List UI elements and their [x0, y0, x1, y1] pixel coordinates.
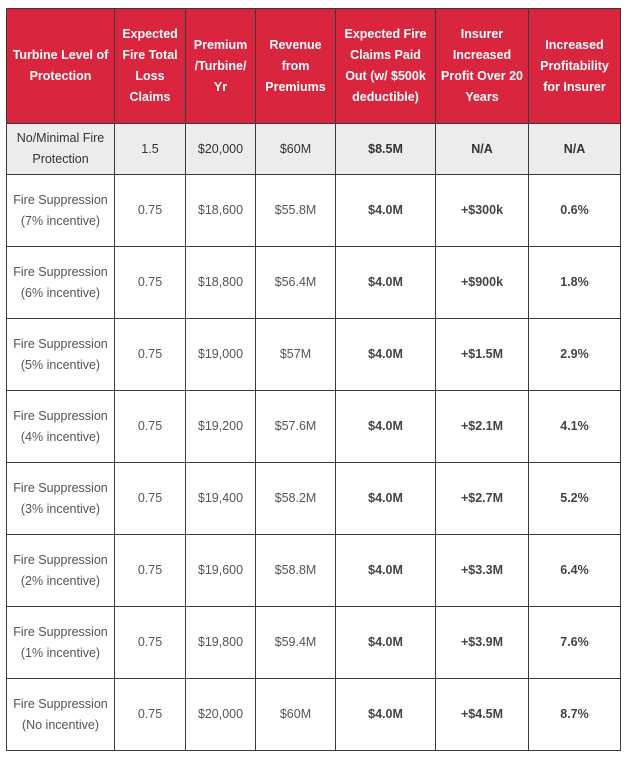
- cell-increased-profit: +$300k: [436, 175, 529, 247]
- cell-profitability: 5.2%: [529, 463, 621, 535]
- header-turbine-level: Turbine Level of Protection: [7, 9, 115, 124]
- table-row: [7, 319, 621, 391]
- header-increased-profit: Insurer Increased Profit Over 20 Years: [436, 9, 529, 124]
- cell-revenue: $58.8M: [256, 535, 336, 607]
- cell-revenue: $59.4M: [256, 607, 336, 679]
- cell-premium: $19,000: [186, 319, 256, 391]
- cell-increased-profit: N/A: [436, 124, 529, 175]
- cell-protection-level: Fire Suppression (3% incentive): [7, 463, 115, 535]
- cell-premium: $19,800: [186, 607, 256, 679]
- cell-protection-level: Fire Suppression (6% incentive): [7, 247, 115, 319]
- cell-increased-profit: +$3.9M: [436, 607, 529, 679]
- cell-premium: $19,400: [186, 463, 256, 535]
- cell-increased-profit: +$4.5M: [436, 679, 529, 751]
- cell-claims-paid: $4.0M: [336, 535, 436, 607]
- table-container: [6, 8, 620, 751]
- table-row: [7, 535, 621, 607]
- cell-protection-level: No/Minimal Fire Protection: [7, 124, 115, 175]
- cell-profitability: 7.6%: [529, 607, 621, 679]
- cell-protection-level: Fire Suppression (1% incentive): [7, 607, 115, 679]
- cell-protection-level: Fire Suppression (No incentive): [7, 679, 115, 751]
- cell-protection-level: Fire Suppression (2% incentive): [7, 535, 115, 607]
- header-claims-paid-out: Expected Fire Claims Paid Out (w/ $500k deductible): [336, 9, 436, 124]
- cell-increased-profit: +$1.5M: [436, 319, 529, 391]
- cell-claims-paid: $4.0M: [336, 319, 436, 391]
- cell-increased-profit: +$900k: [436, 247, 529, 319]
- cell-premium: $20,000: [186, 124, 256, 175]
- header-increased-profitability: Increased Profitability for Insurer: [529, 9, 621, 124]
- cell-premium: $19,600: [186, 535, 256, 607]
- cell-profitability: N/A: [529, 124, 621, 175]
- cell-profitability: 4.1%: [529, 391, 621, 463]
- cell-revenue: $58.2M: [256, 463, 336, 535]
- table-row: [7, 463, 621, 535]
- table-body: [7, 124, 621, 751]
- cell-claims-paid: $4.0M: [336, 607, 436, 679]
- table-row: [7, 679, 621, 751]
- cell-increased-profit: +$2.7M: [436, 463, 529, 535]
- cell-profitability: 8.7%: [529, 679, 621, 751]
- cell-loss-claims: 0.75: [115, 391, 186, 463]
- cell-premium: $18,800: [186, 247, 256, 319]
- cell-claims-paid: $4.0M: [336, 175, 436, 247]
- fire-protection-profitability-table: [6, 8, 621, 751]
- cell-protection-level: Fire Suppression (4% incentive): [7, 391, 115, 463]
- cell-protection-level: Fire Suppression (7% incentive): [7, 175, 115, 247]
- cell-premium: $19,200: [186, 391, 256, 463]
- cell-loss-claims: 0.75: [115, 535, 186, 607]
- cell-profitability: 1.8%: [529, 247, 621, 319]
- cell-profitability: 6.4%: [529, 535, 621, 607]
- table-header: [7, 9, 621, 124]
- table-row: [7, 607, 621, 679]
- table-row: [7, 175, 621, 247]
- cell-claims-paid: $8.5M: [336, 124, 436, 175]
- table-row: [7, 124, 621, 175]
- cell-revenue: $60M: [256, 124, 336, 175]
- cell-revenue: $57M: [256, 319, 336, 391]
- cell-claims-paid: $4.0M: [336, 679, 436, 751]
- cell-loss-claims: 0.75: [115, 607, 186, 679]
- cell-loss-claims: 0.75: [115, 247, 186, 319]
- cell-premium: $18,600: [186, 175, 256, 247]
- header-premium: Premium /Turbine/ Yr: [186, 9, 256, 124]
- cell-loss-claims: 1.5: [115, 124, 186, 175]
- cell-revenue: $57.6M: [256, 391, 336, 463]
- cell-premium: $20,000: [186, 679, 256, 751]
- cell-increased-profit: +$3.3M: [436, 535, 529, 607]
- cell-claims-paid: $4.0M: [336, 391, 436, 463]
- cell-revenue: $55.8M: [256, 175, 336, 247]
- header-revenue: Revenue from Premiums: [256, 9, 336, 124]
- cell-increased-profit: +$2.1M: [436, 391, 529, 463]
- cell-revenue: $60M: [256, 679, 336, 751]
- header-expected-loss-claims: Expected Fire Total Loss Claims: [115, 9, 186, 124]
- cell-loss-claims: 0.75: [115, 175, 186, 247]
- cell-protection-level: Fire Suppression (5% incentive): [7, 319, 115, 391]
- cell-claims-paid: $4.0M: [336, 247, 436, 319]
- table-row: [7, 247, 621, 319]
- cell-revenue: $56.4M: [256, 247, 336, 319]
- header-row: [7, 9, 621, 124]
- cell-claims-paid: $4.0M: [336, 463, 436, 535]
- cell-loss-claims: 0.75: [115, 319, 186, 391]
- cell-profitability: 2.9%: [529, 319, 621, 391]
- cell-profitability: 0.6%: [529, 175, 621, 247]
- cell-loss-claims: 0.75: [115, 679, 186, 751]
- table-row: [7, 391, 621, 463]
- cell-loss-claims: 0.75: [115, 463, 186, 535]
